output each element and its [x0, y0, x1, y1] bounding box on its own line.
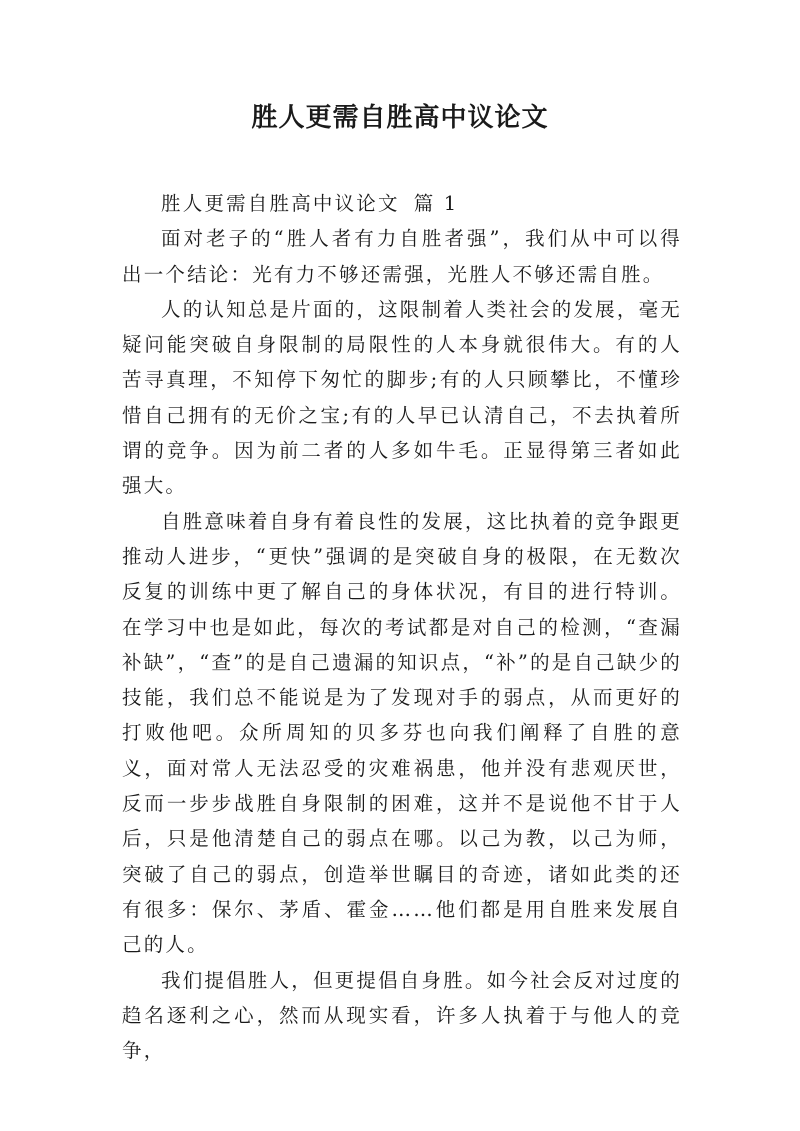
section-number: 篇 1 [413, 192, 459, 215]
paragraph-4: 我们提倡胜人，但更提倡自身胜。如今社会反对过度的趋名逐利之心，然而从现实看，许多人执着于与他人的竞争， [122, 968, 682, 1063]
document-title: 胜人更需自胜高中议论文 [251, 103, 549, 133]
section-heading [122, 186, 682, 221]
paragraph-2: 人的认知总是片面的，这限制着人类社会的发展，毫无疑问能突破自身限制的局限性的人本身就很伟大。有的人苦寻真理，不知停下匆忙的脚步;有的人只顾攀比，不懂珍惜自己拥有的无价之宝;有的人早已认清自己，不去执着所谓的竞争。因为前二者的人多如牛毛。正显得第三者如此强大。 [122, 297, 682, 498]
section-heading-text: 胜人更需自胜高中议论文 [161, 192, 400, 215]
paragraph-3: 自胜意味着自身有着良性的发展，这比执着的竞争跟更推动人进步，“更快”强调的是突破自身的极限，在无数次反复的训练中更了解自己的身体状况，有目的进行特训。在学习中也是如此，每次的考试都是对自己的检测，“查漏补缺”，“查”的是自己遗漏的知识点，“补”的是自己缺少的技能，我们总不能说是为了发现对手的弱点，从而更好的打败他吧。众所周知的贝多芬也向我们阐释了自胜的意义，面对常人无法忍受的灾难祸患，他并没有悲观厌世，反而一步步战胜自身限制的困难，这并不是说他不甘于人后，只是他清楚自己的弱点在哪。以己为教，以己为师，突破了自己的弱点，创造举世瞩目的奇迹，诸如此类的还有很多：保尔、茅盾、霍金……他们都是用自胜来发展自己的人。 [122, 509, 682, 957]
paragraph-1: 面对老子的“胜人者有力自胜者强”，我们从中可以得出一个结论：光有力不够还需强，光胜人不够还需自胜。 [122, 227, 682, 286]
document-body [122, 186, 682, 1068]
